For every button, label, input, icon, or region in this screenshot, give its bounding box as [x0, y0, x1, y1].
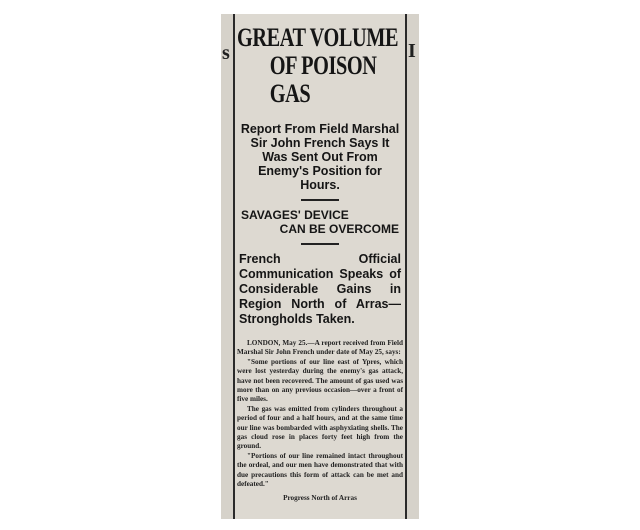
- section-subhead: Progress North of Arras: [283, 493, 357, 502]
- adjacent-column-right: [405, 14, 419, 519]
- right-column-fragment: I: [408, 40, 416, 62]
- left-column-fragment: s: [222, 42, 230, 64]
- deck-divider: [301, 243, 339, 245]
- newspaper-clipping: [221, 14, 419, 519]
- column-rule-left: [233, 14, 235, 519]
- column-rule-right: [405, 14, 407, 519]
- headline: [237, 24, 404, 108]
- body-paragraph: The gas was emitted from cylinders throughout a period of four and a half hours, and at the same time our line was bombarded with asphyxiating shells. The gas cloud rose in places forty feet high from the ground.: [237, 404, 403, 451]
- deck-savages-device: [237, 208, 403, 236]
- body-paragraph: "Some portions of our line east of Ypres, which were lost yesterday during the enemy's gas attack, have not been recovered. The amount of gas used was more than on any previous occasion—over a front of five miles.: [237, 357, 403, 404]
- deck-savages-line-2: CAN BE OVERCOME: [279, 222, 399, 236]
- body-paragraph: "Portions of our line remained intact throughout the ordeal, and our men have demonstrated that with due precautions this form of attack can be met and defeated.": [237, 451, 403, 489]
- deck-savages-line-1: SAVAGES' DEVICE: [241, 208, 349, 222]
- deck-report: Report From Field Marshal Sir John French Says It Was Sent Out From Enemy's Position for Hours.: [240, 122, 400, 192]
- article-body: [237, 339, 403, 490]
- deck-french-communication: French Official Communication Speaks of Considerable Gains in Region North of Arras—Strongholds Taken.: [239, 252, 401, 326]
- headline-line-1: GREAT VOLUME: [237, 23, 399, 52]
- article-column: [237, 24, 403, 502]
- deck-divider: [301, 199, 339, 201]
- headline-line-2: OF POISON GAS: [269, 51, 377, 108]
- body-paragraph: LONDON, May 25.—A report received from Field Marshal Sir John French under date of May 25, says:: [237, 339, 403, 357]
- adjacent-column-left: [221, 14, 235, 519]
